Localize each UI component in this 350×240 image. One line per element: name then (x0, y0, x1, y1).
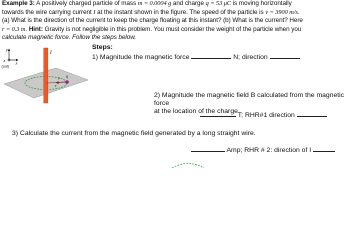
radius-label: r (55, 83, 57, 88)
axis-z-label: z (3, 58, 6, 63)
step-3-answer (191, 145, 335, 155)
step-2-direction-blank[interactable] (297, 110, 327, 117)
axes-icon (8, 49, 19, 62)
speed-value: v = 3900 m/s (265, 8, 298, 16)
step-1-text: 1) Magnitude the magnetic force (92, 54, 190, 61)
step-2-answer (200, 110, 327, 120)
current-variable: I (93, 8, 96, 16)
radius-value: r = 0.3 m (2, 25, 26, 33)
wire-diagram (0, 46, 92, 104)
problem-line-3: (a) What is the direction of the current to keep the charge floating at this instant? (b) What is the current? Here (2, 17, 303, 25)
current-wire (44, 48, 48, 103)
step-1-direction-text: N; direction (233, 54, 268, 61)
step-1 (92, 52, 300, 62)
problem-line-5: calculate magnetic force. Follow the steps below. (2, 34, 137, 42)
charge-value: q = 53 μC (205, 0, 231, 7)
wire-current-label: I (50, 51, 52, 56)
problem-line-4: r = 0.3 m. Hint: Gravity is not negligible in this problem. You must consider the weight of the particle when you (2, 25, 302, 33)
step-2-field-blank[interactable] (200, 110, 236, 117)
step-1-direction-blank[interactable] (270, 52, 300, 59)
charged-particle (65, 80, 69, 84)
axis-y-label: y (6, 47, 8, 52)
step-2-answer-text: T; RHR#1 direction (237, 112, 295, 119)
step-1-force-blank[interactable] (191, 52, 231, 59)
step-3-direction-blank[interactable] (313, 145, 335, 152)
example-label: Example 3: (2, 0, 35, 7)
step-3-current-blank[interactable] (191, 145, 225, 152)
mass-value: m = 0.0004 g (137, 0, 172, 7)
step-2-line-2: at the location of the charge. (154, 108, 240, 116)
velocity-label: v (58, 75, 60, 81)
step-3-answer-text: Amp; RHR # 2: direction of I (226, 147, 312, 154)
hint-label: Hint: (28, 25, 43, 33)
step-3-text: 3) Calculate the current from the magnetic field generated by a long straight wire. (12, 130, 256, 137)
axis-out-note: (out) (1, 64, 9, 69)
charge-label: q (66, 73, 68, 79)
problem-line-1: Example 3: A positively charged particle of mass m = 0.0004 g and charge q = 53 μC is moving horizontally (2, 0, 292, 7)
problem-statement (2, 0, 348, 43)
step-2-line-1: 2) Magnitude the magnetic field B calculated from the magnetic force (154, 92, 345, 108)
partial-field-diagram (168, 160, 208, 168)
axis-x-label: x (15, 60, 18, 66)
step-3 (12, 130, 256, 138)
steps-title: Steps: (92, 44, 113, 51)
problem-line-2: towards the wire carrying current I at the instant shown in the figure. The speed of the particle is v = 3900 m/s. (2, 8, 300, 16)
